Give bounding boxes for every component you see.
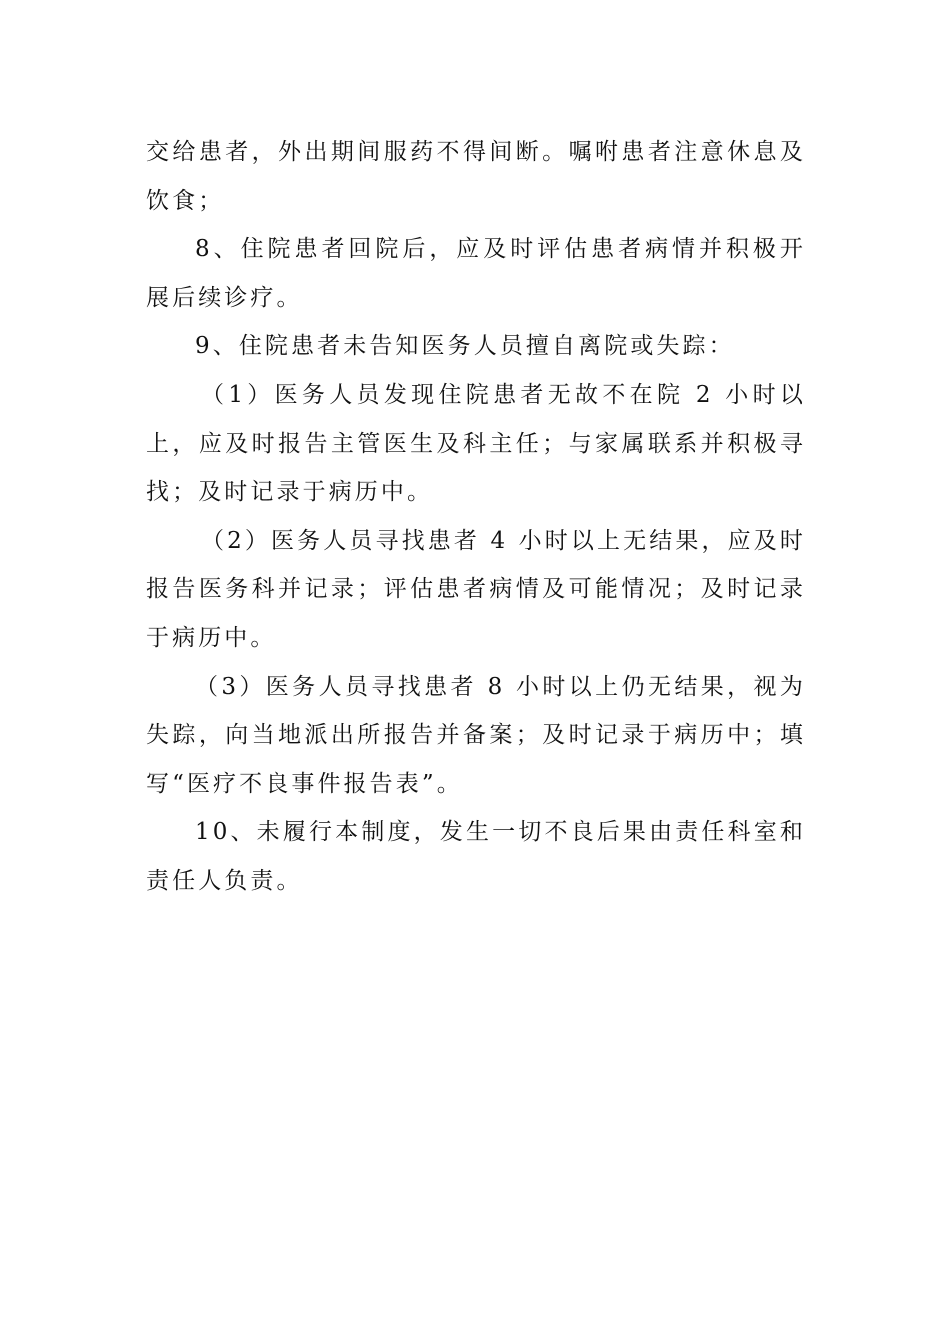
document-body bbox=[146, 128, 806, 906]
paragraph-subitem-3: （3）医务人员寻找患者 8 小时以上仍无结果，视为失踪，向当地派出所报告并备案；及时记录于病历中；填写“医疗不良事件报告表”。 bbox=[146, 673, 806, 797]
paragraph-continuation: 交给患者，外出期间服药不得间断。嘱咐患者注意休息及饮食； bbox=[146, 139, 806, 214]
paragraph-item-8: 8、住院患者回院后，应及时评估患者病情并积极开展后续诊疗。 bbox=[146, 236, 806, 311]
paragraph-item-10: 10、未履行本制度，发生一切不良后果由责任科室和责任人负责。 bbox=[146, 819, 806, 894]
paragraph-item-9: 9、住院患者未告知医务人员擅自离院或失踪： bbox=[195, 333, 735, 360]
paragraph-subitem-1: （1）医务人员发现住院患者无故不在院 2 小时以上，应及时报告主管医生及科主任；与家属联系并积极寻找；及时记录于病历中。 bbox=[146, 381, 806, 506]
paragraph-subitem-2: （2）医务人员寻找患者 4 小时以上无结果，应及时报告医务科并记录；评估患者病情及可能情况；及时记录于病历中。 bbox=[146, 527, 806, 651]
